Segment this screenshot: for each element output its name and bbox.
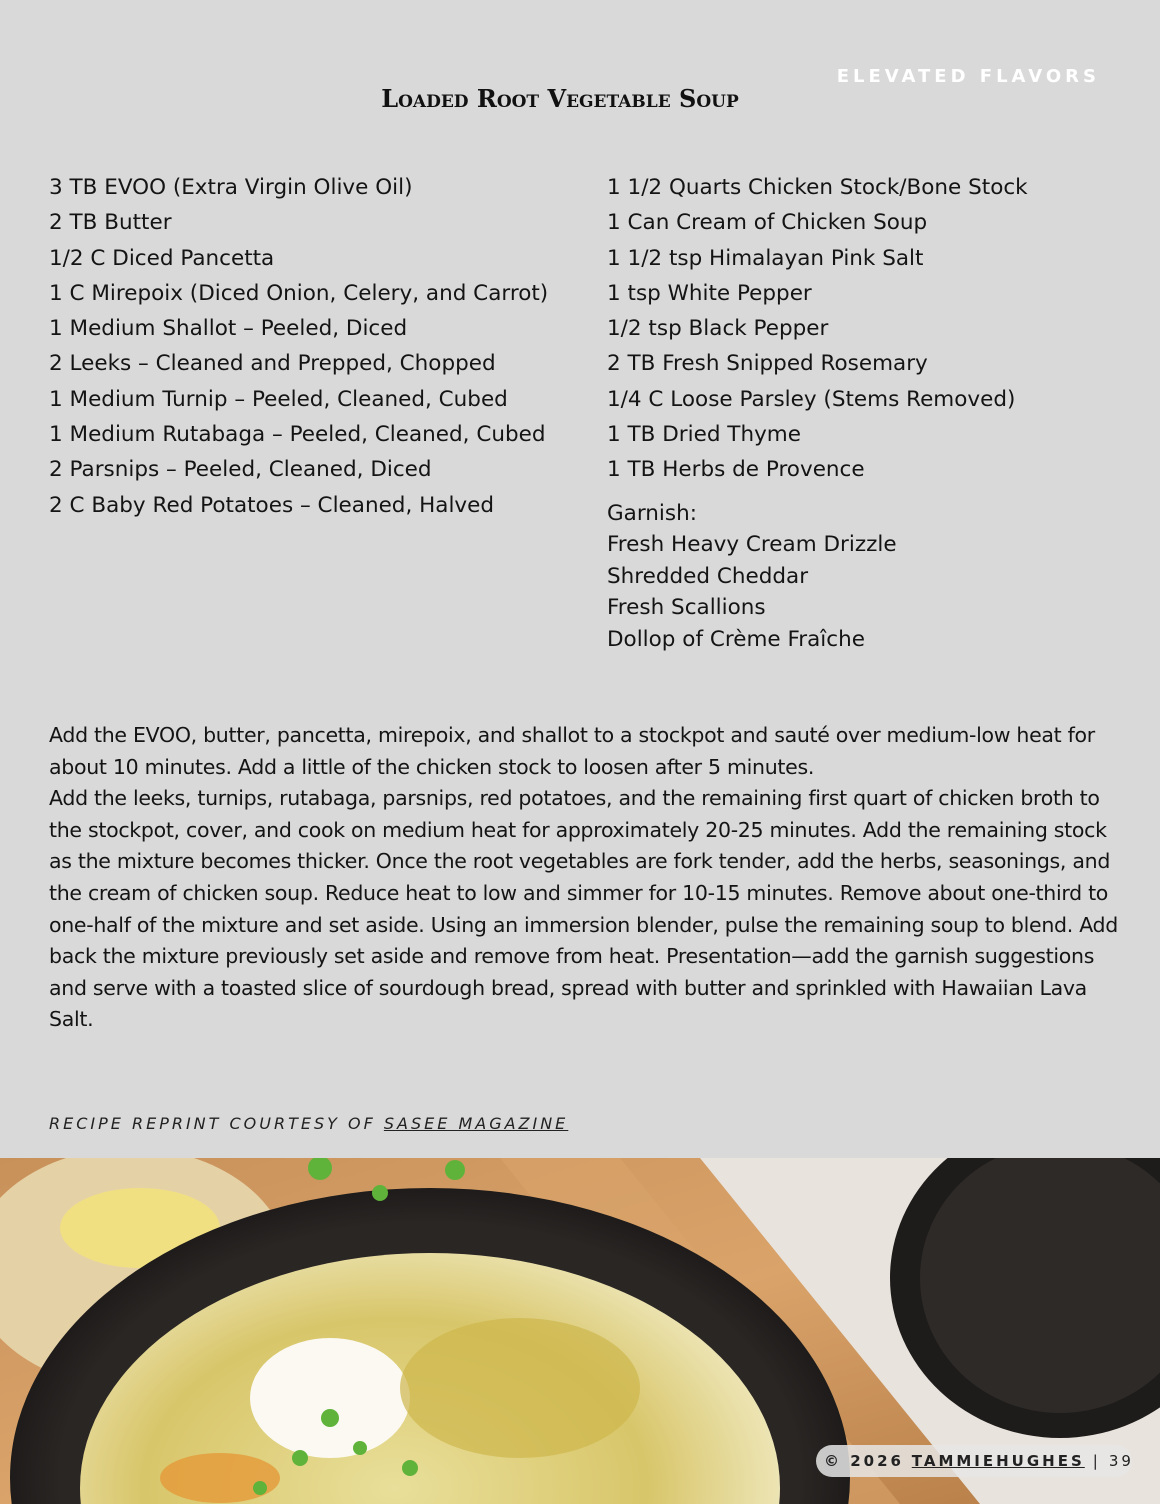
ingredient-item: 1 Medium Turnip – Peeled, Cleaned, Cubed: [49, 386, 508, 412]
direction-paragraph: Add the EVOO, butter, pancetta, mirepoix, and shallot to a stockpot and sauté over medium-low heat for about 10 minutes. Add a little of the chicken stock to loosen after 5 minutes.: [49, 723, 1095, 779]
ingredient-item: 1/2 tsp Black Pepper: [607, 316, 829, 342]
ingredient-item: 3 TB EVOO (Extra Virgin Olive Oil): [49, 175, 413, 200]
ingredient-item: 1/2 C Diced Pancetta: [49, 245, 275, 271]
ingredient-item: 1 C Mirepoix (Diced Onion, Celery, and Carrot): [49, 280, 549, 306]
copyright-text: © 2026: [824, 1452, 904, 1470]
ingredient-item: 1/4 C Loose Parsley (Stems Removed): [607, 386, 1016, 412]
ingredient-item: 2 TB Fresh Snipped Rosemary: [607, 351, 928, 377]
credit-prefix: RECIPE REPRINT COURTESY OF: [49, 1114, 384, 1133]
garnish-heading: Garnish:: [607, 500, 697, 526]
ingredient-item: 1 1/2 Quarts Chicken Stock/Bone Stock: [607, 175, 1028, 200]
ingredient-item: 1 Medium Rutabaga – Peeled, Cleaned, Cubed: [49, 422, 546, 448]
recipe-credit: [49, 1114, 568, 1133]
ingredient-item: 1 Can Cream of Chicken Soup: [607, 210, 928, 236]
garnish-item: Fresh Heavy Cream Drizzle: [607, 532, 897, 558]
owner-link[interactable]: TAMMIEHUGHES: [911, 1452, 1085, 1470]
ingredient-item: 2 Leeks – Cleaned and Prepped, Chopped: [49, 351, 496, 377]
direction-paragraph: Add the leeks, turnips, rutabaga, parsnips, red potatoes, and the remaining first quart of chicken broth to the stockpot, cover, and cook on medium heat for approximately 20-25 minutes. Add the remaining stock as the mixture becomes thicker. Once the root vegetables are fork tender, add the herbs, seasonings, and the cream of chicken soup. Reduce heat to low and simmer for 10-15 minutes. Remove about one-third to one-half of the mixture and set aside. Using an immersion blender, pulse the remaining soup to blend. Add back the mixture previously set aside and remove from heat. Presentation—add the garnish suggestions and serve with a toasted slice of sourdough bread, spread with butter and sprinkled with Hawaiian Lava Salt.: [49, 786, 1118, 1032]
ingredient-item: 2 Parsnips – Peeled, Cleaned, Diced: [49, 457, 432, 483]
garnish-item: Fresh Scallions: [607, 595, 766, 621]
footer-badge: [816, 1445, 1132, 1477]
footer-separator: |: [1092, 1452, 1101, 1470]
ingredient-item: 1 1/2 tsp Himalayan Pink Salt: [607, 245, 924, 271]
ingredient-item: 1 TB Dried Thyme: [607, 422, 801, 448]
ingredient-item: 2 TB Butter: [49, 210, 172, 236]
ingredient-item: 1 Medium Shallot – Peeled, Diced: [49, 316, 408, 342]
section-label: ELEVATED FLAVORS: [836, 66, 1100, 87]
page-number: 39: [1108, 1452, 1134, 1470]
garnish-list: [607, 498, 1127, 656]
ingredient-item: 1 tsp White Pepper: [607, 280, 812, 306]
credit-link[interactable]: SASEE MAGAZINE: [383, 1114, 569, 1133]
ingredients-left-column: [49, 172, 589, 525]
ingredient-item: 2 C Baby Red Potatoes – Cleaned, Halved: [49, 492, 495, 518]
garnish-item: Shredded Cheddar: [607, 563, 809, 589]
page-title: Loaded Root Vegetable Soup: [381, 84, 739, 113]
garnish-item: Dollop of Crème Fraîche: [607, 626, 865, 652]
ingredient-item: 1 TB Herbs de Provence: [607, 457, 865, 483]
ingredients-right-column: [607, 172, 1127, 655]
directions: [49, 720, 1119, 1036]
